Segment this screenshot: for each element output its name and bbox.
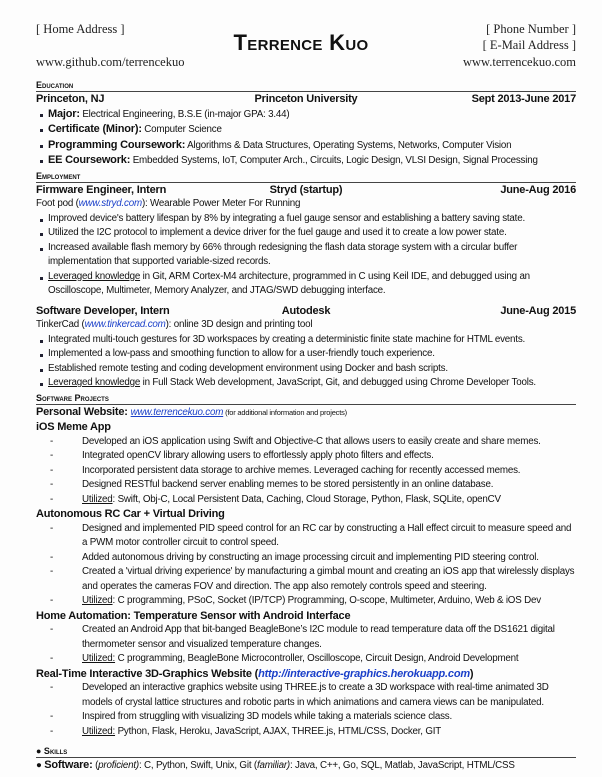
text-segment: Implemented a low-pass and smoothing function to allow for a user-friendly touch experience. bbox=[48, 348, 435, 359]
text-segment: iOS Meme App bbox=[36, 421, 111, 433]
text-segment: Embedded Systems, IoT, Computer Arch., Circuits, Logic Design, VLSI Design, Signal Processing bbox=[130, 155, 538, 166]
text-segment: ): online 3D design and printing tool bbox=[165, 319, 313, 330]
text-segment: Incorporated persistent data storage to archive memes. Leveraged caching for recently accessed memes. bbox=[82, 464, 521, 476]
dash-item bbox=[36, 681, 576, 710]
resume-content bbox=[36, 78, 576, 774]
entry-header bbox=[36, 92, 576, 107]
text-segment: Utilized: bbox=[82, 653, 116, 664]
text-line bbox=[36, 197, 576, 212]
entry-dates: June-Aug 2015 bbox=[500, 304, 576, 317]
entry-header bbox=[36, 183, 576, 198]
project-title bbox=[36, 420, 576, 435]
dash-item bbox=[36, 725, 576, 740]
bullet-item bbox=[36, 241, 576, 270]
text-segment: Increased available flash memory by 66% through redesigning the flash data storage system with a circular buffer implementation that supported variable-sized records. bbox=[48, 241, 518, 267]
text-segment: Home Automation: Temperature Sensor with Android Interface bbox=[36, 609, 351, 622]
text-segment: Algorithms & Data Structures, Operating Systems, Networks, Computer Vision bbox=[185, 139, 512, 151]
bullet-item bbox=[36, 138, 576, 154]
spacer bbox=[36, 739, 576, 744]
github-link[interactable]: www.github.com/terrencekuo bbox=[36, 55, 185, 69]
text-segment: Programming Coursework: bbox=[48, 138, 186, 151]
link[interactable]: www.tinkercad.com bbox=[84, 319, 166, 330]
dash-item bbox=[36, 449, 576, 464]
text-segment: ( bbox=[92, 760, 99, 771]
entry-org: Stryd (startup) bbox=[269, 183, 343, 196]
text-segment: ) bbox=[469, 667, 474, 680]
home-address: [ Home Address ] bbox=[36, 22, 125, 36]
dash-item bbox=[36, 522, 576, 551]
text-segment: ● bbox=[36, 760, 45, 771]
bullet-item bbox=[36, 270, 576, 299]
dash-item bbox=[36, 565, 576, 594]
text-segment: in Full Stack Web development, JavaScript, Git, and debugged using Chrome Developer Tools. bbox=[140, 377, 536, 388]
link[interactable]: www.terrencekuo.com bbox=[130, 406, 224, 418]
section-heading: Education bbox=[36, 80, 576, 92]
text-segment: Python, Flask, Heroku, JavaScript, AJAX, THREE.js, HTML/CSS, Docker, GIT bbox=[115, 725, 442, 737]
entry-role: Firmware Engineer, Intern bbox=[36, 183, 167, 196]
email-address: [ E-Mail Address ] bbox=[482, 38, 576, 52]
link[interactable]: http://interactive-graphics.herokuapp.com bbox=[258, 667, 470, 680]
text-segment: Autonomous RC Car + Virtual Driving bbox=[36, 508, 225, 520]
entry-org: Princeton University bbox=[254, 93, 358, 105]
dash-item bbox=[36, 551, 576, 566]
project-title bbox=[36, 667, 576, 682]
text-segment: Leveraged knowledge bbox=[48, 377, 141, 388]
link[interactable]: www.stryd.com bbox=[78, 198, 142, 209]
text-segment: Personal Website: bbox=[36, 405, 131, 418]
text-segment: proficient) bbox=[98, 760, 139, 771]
text-segment: Designed and implemented PID speed control for an RC car by constructing a Hall effect circuit to measure speed and a PWM motor controller circuit to control speed. bbox=[82, 522, 572, 548]
text-line bbox=[36, 405, 576, 421]
text-segment: Created a 'virtual driving experience' by manufacturing a gimbal mount and creating an iOS app that wirelessly displays and operates the cameras FOV and direction. The app also remotely controls speed and steering. bbox=[82, 566, 575, 592]
text-segment: : Java, C++, Go, SQL, Matlab, JavaScript, HTML/CSS bbox=[289, 760, 515, 771]
section-heading: ● Skills bbox=[36, 746, 576, 758]
text-segment: EE Coursework: bbox=[48, 154, 131, 166]
text-segment: Developed an iOS application using Swift and Objective-C that allows users to easily create and share memes. bbox=[82, 435, 541, 447]
text-line bbox=[36, 318, 576, 333]
text-segment: Software: bbox=[44, 759, 93, 771]
text-segment: C programming, BeagleBone Microcontroller, Oscilloscope, Circuit Design, Android Development bbox=[115, 653, 519, 664]
entry-role: Software Developer, Intern bbox=[36, 304, 170, 317]
dash-item bbox=[36, 435, 576, 450]
text-segment: Improved device's battery lifespan by 8% by integrating a fuel gauge sensor and establishing a battery saving state. bbox=[48, 212, 525, 224]
entry-org: Autodesk bbox=[281, 304, 331, 317]
text-segment: Developed an interactive graphics website using THREE.js to create a 3D workspace with real-time animated 3D models of crystal lattice structures and robotic parts in which animations and camera views can be manipulated. bbox=[82, 682, 549, 708]
text-segment: Inspired from struggling with visualizing 3D models while taking a materials science class. bbox=[82, 711, 453, 722]
section-heading: Employment bbox=[36, 171, 576, 183]
text-segment: TinkerCad ( bbox=[36, 319, 85, 330]
dash-item bbox=[36, 594, 576, 609]
text-segment: : C, Python, Swift, Unix, Git ( bbox=[139, 760, 257, 771]
text-segment: (for additional information and projects) bbox=[223, 407, 347, 417]
text-segment: Certificate (Minor): bbox=[48, 123, 142, 135]
dash-item bbox=[36, 652, 576, 667]
text-segment: ): Wearable Power Meter For Running bbox=[141, 198, 301, 209]
text-segment: Integrated multi-touch gestures for 3D workspaces by creating a deterministic finite state machine for HTML events. bbox=[48, 333, 526, 345]
text-line bbox=[36, 758, 576, 774]
text-segment: Utilized bbox=[82, 493, 113, 505]
text-segment: Computer Science bbox=[141, 124, 222, 135]
project-title bbox=[36, 609, 576, 624]
website-link[interactable]: www.terrencekuo.com bbox=[462, 55, 576, 69]
bullet-item bbox=[36, 362, 576, 377]
text-segment: familiar) bbox=[256, 760, 290, 771]
bullet-item bbox=[36, 347, 576, 362]
section-heading: Software Projects bbox=[36, 393, 576, 405]
text-segment: Real-Time Interactive 3D-Graphics Website ( bbox=[36, 667, 259, 680]
text-segment: Created an Android App that bit-banged BeagleBone’s I2C module to read temperature data off the DS1621 digital thermometer sensor and visualized temperature changes. bbox=[82, 624, 555, 650]
entry-header bbox=[36, 304, 576, 319]
entry-dates: Sept 2013-June 2017 bbox=[471, 93, 576, 105]
text-segment: Utilized the I2C protocol to implement a device driver for the fuel gauge and used it to create a low power state. bbox=[48, 227, 507, 238]
text-segment: Major: bbox=[48, 107, 80, 120]
bullet-item bbox=[36, 376, 576, 391]
text-segment: Electrical Engineering, B.S.E (in-major GPA: 3.44) bbox=[79, 108, 290, 120]
bullet-item bbox=[36, 226, 576, 241]
text-segment: Designed RESTful backend server enabling memes to be stored persistently in an online database. bbox=[82, 479, 494, 490]
entry-role: Princeton, NJ bbox=[36, 93, 105, 105]
dash-item bbox=[36, 623, 576, 652]
dash-item bbox=[36, 464, 576, 479]
bullet-item bbox=[36, 153, 576, 169]
text-segment: : Swift, Obj-C, Local Persistent Data, Caching, Cloud Storage, Python, Flask, SQLite, openCV bbox=[112, 493, 501, 505]
dash-item bbox=[36, 710, 576, 725]
bullet-item bbox=[36, 212, 576, 227]
text-segment: Utilized bbox=[82, 595, 113, 606]
phone-number: [ Phone Number ] bbox=[486, 22, 576, 36]
candidate-name: Terrence Kuo bbox=[233, 30, 369, 55]
text-segment: Leveraged knowledge bbox=[48, 270, 141, 282]
project-title bbox=[36, 507, 576, 522]
dash-item bbox=[36, 478, 576, 493]
bullet-item bbox=[36, 122, 576, 138]
text-segment: Integrated openCV library allowing users to effortlessly apply photo filters and effects. bbox=[82, 450, 434, 461]
text-segment: in Git, ARM Cortex-M4 architecture, programmed in C using Keil IDE, and debugged using an Oscilloscope, Multimeter, Memory Analyzer, and JTAG/SWD debugging interface. bbox=[48, 270, 530, 296]
bullet-item bbox=[36, 107, 576, 123]
bullet-item bbox=[36, 333, 576, 348]
text-segment: Established remote testing and coding development environment using Docker and bash scripts. bbox=[48, 362, 448, 374]
dash-item bbox=[36, 493, 576, 508]
text-segment: Foot pod ( bbox=[36, 198, 79, 209]
text-segment: Added autonomous driving by constructing an image processing circuit and implementing PID steering control. bbox=[82, 551, 539, 563]
text-segment: Utilized: bbox=[82, 725, 116, 737]
text-segment: : C programming, PSoC, Socket (IP/TCP) Programming, O-scope, Multimeter, Arduino, Web & iOS Dev bbox=[112, 595, 541, 606]
entry-dates: June-Aug 2016 bbox=[500, 183, 576, 196]
